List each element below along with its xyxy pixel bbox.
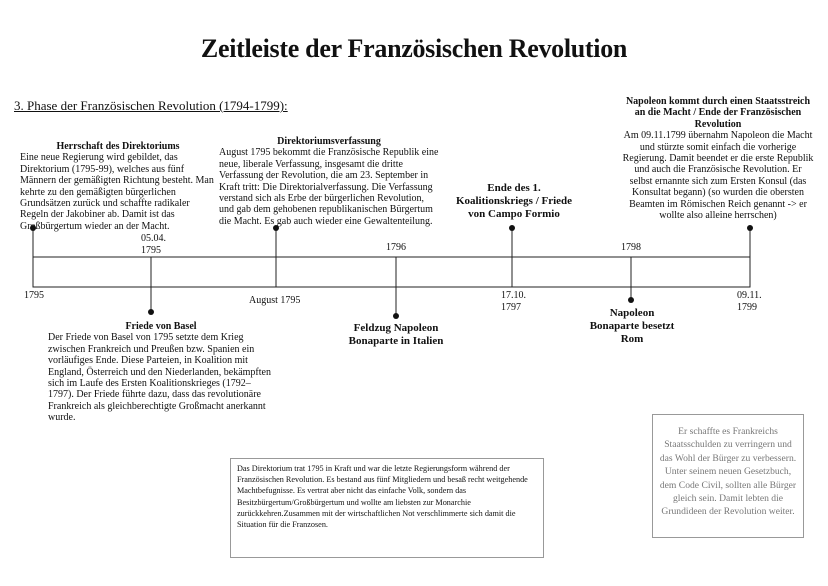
tick-label-09-11-1799: 09.11. 1799 [737, 290, 762, 313]
note-direktorium: Das Direktorium trat 1795 in Kraft und war die letzte Regierungsform während der Französischen Revolution. Es bestand aus fünf Mitgliedern und besaß recht weitgehende Machtbefugnisse. Es vertrat aber nicht das einfache Volk, sondern das Besitzbürgertum/Großbürgertum und wollte am liebsten zur Monarchie zurückkehren.Zusammen mit der wirtschaftlichen Not verschlimmerte sich damit die Situation für die Franzosen. [230, 458, 544, 558]
phase-heading: 3. Phase der Französischen Revolution (1794-1799): [14, 98, 288, 113]
note-code-civil: Er schaffte es Frankreichs Staatsschulden zu verringern und das Wohl der Bürger zu verbessern. Unter seinem neuen Gesetzbuch, dem Code Civil, sollten alle Bürger gleich sein. Damit lebten die Grundideen der Revolution weiter. [652, 414, 804, 538]
event-basel-heading: Friede von Basel [125, 321, 197, 332]
event-basel-text: Der Friede von Basel von 1795 setzte dem Krieg zwischen Frankreich und Preußen bzw. Spanien ein vorläufiges Ende. Diese Parteien, in Koalition mit England, Österreich und den Niederlanden, bekämpften sich im Laufe des Ersten Koalitionskrieges (1792–1797). Der Friede führte dazu, dass das revolutionäre Frankreich als gleichberechtigte Großmacht anerkannt wurde. [48, 332, 271, 424]
event-verfassung-text: August 1795 bekommt die Französische Republik eine neue, liberale Verfassung, insgesamt die dritte Verfassung der Revolution, die am 23. September in Kraft tritt: Die Direktorialverfassung. Die Verfassung verstand sich als Erbe der bürgerlichen Revolution, und gab dem gehobenen republikanischen Bürgertum die Macht. Es gab auch wieder eine Gewaltenteilung. [219, 147, 439, 227]
event-napoleon-macht-heading: Napoleon kommt durch einen Staatsstreich an die Macht / Ende der Französischen Revolution [625, 96, 811, 130]
event-napoleon-macht-text: Am 09.11.1799 übernahm Napoleon die Macht und stürzte somit einfach die vorherige Regierung. Damit beendet er die erste Republik und auch die Französische Revolution. Er selbst ernannte sich zum Ersten Konsul (das Konsultat begann) (so wurden die obersten Beamten im Römischen Reich genannt -> er wollte also alleine herrschen) [622, 130, 814, 222]
tick-label-1795: 1795 [24, 290, 44, 301]
event-basel [48, 321, 274, 424]
event-direktorium-text: Eine neue Regierung wird gebildet, das Direktorium (1795-99), welches aus fünf Männern der gemäßigten Richtung besteht. Man kehrte zu den gemäßigten bürgerlichen Grundsätzen zurück und schaffte radikaler Regeln der Jakobiner ab. Damit ist das Großbürgertum wieder an der Macht. [20, 152, 214, 232]
event-verfassung [219, 136, 439, 227]
page-title: Zeitleiste der Französischen Revolution [200, 34, 628, 63]
connectors-down [148, 257, 634, 319]
marker-basel [148, 309, 154, 315]
event-campoformio-heading: Ende des 1. Koalitionskriegs / Friede von Campo Formio [455, 182, 573, 220]
event-verfassung-heading: Direktoriumsverfassung [277, 136, 381, 147]
tick-label-05-04-1795: 05.04. 1795 [141, 233, 166, 256]
tick-label-1798: 1798 [621, 242, 641, 253]
marker-campoformio [509, 225, 515, 231]
event-italien-heading: Feldzug Napoleon Bonaparte in Italien [348, 322, 444, 347]
marker-italien [393, 313, 399, 319]
marker-rom [628, 297, 634, 303]
event-rom-heading: Napoleon Bonaparte besetzt Rom [589, 307, 675, 345]
tick-label-17-10-1797: 17.10. 1797 [501, 290, 526, 313]
timeline-band [33, 257, 750, 287]
event-napoleon-macht [622, 96, 814, 221]
tick-label-1796: 1796 [386, 242, 406, 253]
tick-label-august-1795: August 1795 [249, 295, 301, 306]
connectors-up [30, 225, 753, 287]
event-direktorium [20, 141, 216, 232]
marker-napoleon [747, 225, 753, 231]
event-direktorium-heading: Herrschaft des Direktoriums [56, 141, 180, 152]
